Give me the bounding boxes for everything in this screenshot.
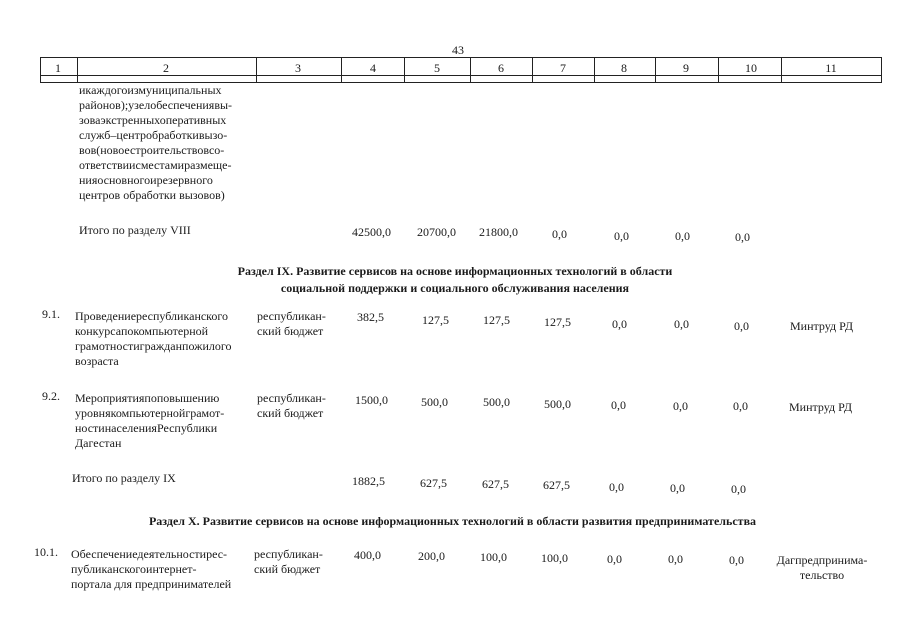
column-header-11: 11 — [825, 61, 837, 75]
column-header-3: 3 — [295, 61, 301, 75]
funding-source-line: ский бюджет — [254, 562, 321, 576]
total-ix-value: 627,5 — [543, 478, 570, 492]
row-value: 500,0 — [483, 395, 510, 409]
total-viii-value: 20700,0 — [417, 225, 456, 239]
column-header-9: 9 — [683, 61, 689, 75]
column-header-7: 7 — [560, 61, 566, 75]
row-value: 100,0 — [541, 551, 568, 565]
total-ix-value: 0,0 — [731, 482, 746, 496]
total-ix-value: 627,5 — [482, 477, 509, 491]
col-divider — [718, 57, 719, 83]
funding-source — [257, 391, 326, 421]
row-executor-line: Дагпредпринима- — [776, 553, 868, 567]
row-value: 0,0 — [733, 399, 748, 413]
column-header-10: 10 — [745, 61, 757, 75]
row-description — [71, 547, 248, 592]
row-value: 100,0 — [480, 550, 507, 564]
col-divider — [77, 57, 78, 83]
section-ix-title-line1: Раздел IX. Развитие сервисов на основе информационных технологий в области — [237, 264, 673, 278]
column-header-8: 8 — [621, 61, 627, 75]
row-number: 9.2. — [42, 389, 60, 403]
row-value: 127,5 — [483, 313, 510, 327]
row-value: 200,0 — [418, 549, 445, 563]
row-value: 0,0 — [734, 319, 749, 333]
column-header-4: 4 — [370, 61, 376, 75]
row-description — [75, 391, 250, 451]
desc-line: уровнякомпьютернойграмот- — [75, 406, 225, 420]
total-ix-value: 0,0 — [609, 480, 624, 494]
funding-source-line: ский бюджет — [257, 406, 324, 420]
row-executor-line: тельство — [799, 568, 845, 582]
row-value: 0,0 — [673, 399, 688, 413]
row-value: 0,0 — [668, 552, 683, 566]
funding-source-line: республикан- — [257, 391, 326, 405]
row-executor: Минтруд РД — [789, 400, 853, 414]
funding-source-line: ский бюджет — [257, 324, 324, 338]
page-number: 43 — [452, 43, 464, 57]
desc-line: Обеспечениедеятельностирес- — [71, 547, 228, 561]
row-value: 0,0 — [612, 317, 627, 331]
desc-line: Мероприятияпоповышению — [75, 391, 220, 405]
row-value: 0,0 — [607, 552, 622, 566]
desc-line: нияосновногоирезервного — [79, 173, 213, 187]
row-value: 127,5 — [544, 315, 571, 329]
desc-line: ответствиисместамиразмеще- — [79, 158, 232, 172]
row-value: 127,5 — [422, 313, 449, 327]
desc-line: портала для предпринимателей — [71, 577, 232, 591]
row-value: 500,0 — [421, 395, 448, 409]
row-executor: Минтруд РД — [790, 319, 854, 333]
col-divider — [881, 57, 882, 83]
column-header-6: 6 — [498, 61, 504, 75]
col-divider — [341, 57, 342, 83]
row-value: 0,0 — [674, 317, 689, 331]
row-description — [75, 309, 250, 369]
section-ix-title — [180, 263, 730, 297]
desc-line: икаждогоизмуниципальных — [79, 83, 222, 97]
continuation-description — [79, 83, 254, 203]
total-viii-value: 0,0 — [552, 227, 567, 241]
desc-line: вов(новоестроительствовсо- — [79, 143, 225, 157]
col-divider — [655, 57, 656, 83]
row-value: 382,5 — [357, 310, 384, 324]
total-viii-value: 0,0 — [614, 229, 629, 243]
desc-line: Дагестан — [75, 436, 122, 450]
col-divider — [594, 57, 595, 83]
funding-source — [257, 309, 326, 339]
col-divider — [470, 57, 471, 83]
funding-source — [254, 547, 323, 577]
row-value: 400,0 — [354, 548, 381, 562]
desc-line: служб–центробработкивызо- — [79, 128, 228, 142]
row-number: 10.1. — [34, 545, 58, 559]
total-ix-value: 0,0 — [670, 481, 685, 495]
desc-line: грамотностигражданпожилого — [75, 339, 232, 353]
total-viii-value: 0,0 — [735, 230, 750, 244]
desc-line: публиканскогоинтернет- — [71, 562, 197, 576]
desc-line: ностинаселенияРеспублики — [75, 421, 218, 435]
col-divider — [404, 57, 405, 83]
total-ix-value: 627,5 — [420, 476, 447, 490]
desc-line: центров обработки вызовов) — [79, 188, 225, 202]
col-divider — [256, 57, 257, 83]
row-value: 1500,0 — [355, 393, 388, 407]
column-header-2: 2 — [163, 61, 169, 75]
total-ix-label: Итого по разделу IX — [72, 471, 176, 485]
col-divider — [532, 57, 533, 83]
total-viii-value: 0,0 — [675, 229, 690, 243]
row-executor — [770, 553, 874, 583]
funding-source-line: республикан- — [254, 547, 323, 561]
row-value: 0,0 — [729, 553, 744, 567]
total-ix-value: 1882,5 — [352, 474, 385, 488]
column-header-1: 1 — [55, 61, 61, 75]
total-viii-label: Итого по разделу VIII — [79, 223, 191, 237]
total-viii-value: 42500,0 — [352, 225, 391, 239]
row-value: 500,0 — [544, 397, 571, 411]
section-x-title: Раздел X. Развитие сервисов на основе информационных технологий в области развития предпринимательства — [148, 514, 757, 528]
row-number: 9.1. — [42, 307, 60, 321]
total-viii-value: 21800,0 — [479, 225, 518, 239]
desc-line: районов);узелобеспечениявы- — [79, 98, 233, 112]
desc-line: Проведениереспубликанского — [75, 309, 229, 323]
funding-source-line: республикан- — [257, 309, 326, 323]
column-header-5: 5 — [434, 61, 440, 75]
desc-line: возраста — [75, 354, 119, 368]
desc-line: конкурсапокомпьютерной — [75, 324, 209, 338]
header-top-border — [40, 57, 882, 58]
col-divider — [781, 57, 782, 83]
desc-line: зоваэкстренныхоперативных — [79, 113, 227, 127]
row-value: 0,0 — [611, 398, 626, 412]
section-ix-title-line2: социальной поддержки и социального обслуживания населения — [280, 281, 630, 295]
col-divider — [40, 57, 41, 83]
